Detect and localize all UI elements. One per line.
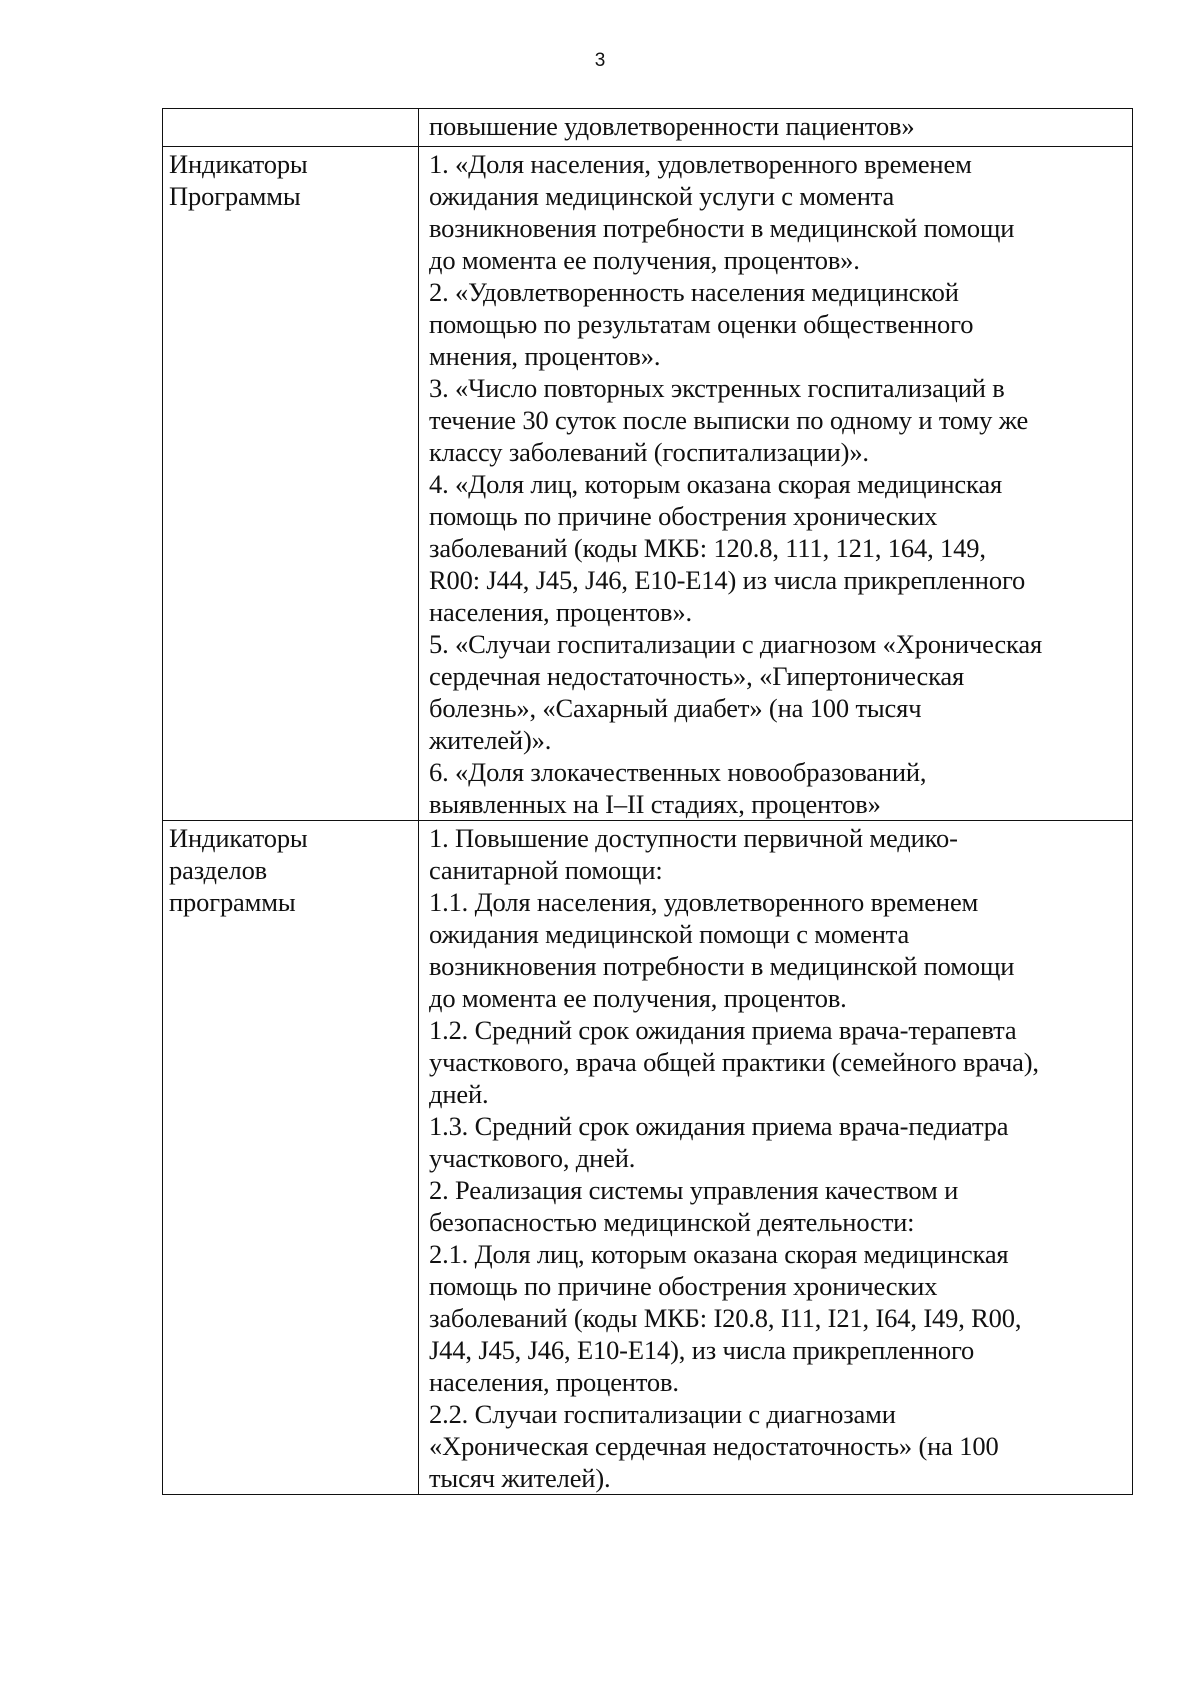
table-body xyxy=(163,109,1133,1495)
content-line: помощь по причине обострения хронических xyxy=(429,1271,938,1301)
row-content-cell xyxy=(419,109,1133,147)
row-label-line: Программы xyxy=(169,181,301,211)
content-line: 3. «Число повторных экстренных госпитализаций в xyxy=(429,373,1005,403)
content-line: 6. «Доля злокачественных новообразований, xyxy=(429,757,927,787)
content-line: 5. «Случаи госпитализации с диагнозом «Хроническая xyxy=(429,629,1042,659)
content-line: до момента ее получения, процентов». xyxy=(429,245,860,275)
content-line: санитарной помощи: xyxy=(429,855,663,885)
content-line: участкового, дней. xyxy=(429,1143,636,1173)
row-content-cell xyxy=(419,147,1133,821)
content-line: R00: J44, J45, J46, E10-E14) из числа прикрепленного xyxy=(429,565,1026,595)
content-line: болезнь», «Сахарный диабет» (на 100 тысяч xyxy=(429,693,922,723)
content-line: возникновения потребности в медицинской помощи xyxy=(429,213,1015,243)
row-label-cell xyxy=(163,147,419,821)
content-line: сердечная недостаточность», «Гипертоническая xyxy=(429,661,965,691)
content-line: заболеваний (коды МКБ: 120.8, 111, 121, 164, 149, xyxy=(429,533,986,563)
content-line: выявленных на I–II стадиях, процентов» xyxy=(429,789,881,819)
content-line: 4. «Доля лиц, которым оказана скорая медицинская xyxy=(429,469,1002,499)
content-line: течение 30 суток после выписки по одному и тому же xyxy=(429,405,1029,435)
content-line: 1.3. Средний срок ожидания приема врача-педиатра xyxy=(429,1111,1009,1141)
content-line: дней. xyxy=(429,1079,489,1109)
content-line: помощь по причине обострения хронических xyxy=(429,501,938,531)
content-line: возникновения потребности в медицинской помощи xyxy=(429,951,1015,981)
content-line: заболеваний (коды МКБ: I20.8, I11, I21, I64, I49, R00, xyxy=(429,1303,1022,1333)
row-label-line: программы xyxy=(169,887,296,917)
content-line: безопасностью медицинской деятельности: xyxy=(429,1207,915,1237)
content-line: 2.1. Доля лиц, которым оказана скорая медицинская xyxy=(429,1239,1009,1269)
content-line: населения, процентов. xyxy=(429,1367,679,1397)
content-line: классу заболеваний (госпитализации)». xyxy=(429,437,869,467)
table-row xyxy=(163,109,1133,147)
content-line: J44, J45, J46, E10-E14), из числа прикрепленного xyxy=(429,1335,975,1365)
content-line: 1.2. Средний срок ожидания приема врача-терапевта xyxy=(429,1015,1017,1045)
content-line: 2.2. Случаи госпитализации с диагнозами xyxy=(429,1399,896,1429)
content-line: ожидания медицинской услуги с момента xyxy=(429,181,895,211)
content-line: ожидания медицинской помощи с момента xyxy=(429,919,910,949)
row-label-cell xyxy=(163,821,419,1495)
content-line: жителей)». xyxy=(429,725,552,755)
program-passport-table xyxy=(162,108,1133,1495)
content-line: 1. Повышение доступности первичной медико- xyxy=(429,823,958,853)
content-line: 2. «Удовлетворенность населения медицинской xyxy=(429,277,959,307)
content-line: 2. Реализация системы управления качеством и xyxy=(429,1175,959,1205)
row-label-line: Индикаторы xyxy=(169,149,308,179)
row-label-cell xyxy=(163,109,419,147)
content-line: 1. «Доля населения, удовлетворенного временем xyxy=(429,149,972,179)
row-content-cell xyxy=(419,821,1133,1495)
row-label-line: разделов xyxy=(169,855,268,885)
content-line: населения, процентов». xyxy=(429,597,692,627)
content-line: тысяч жителей). xyxy=(429,1463,611,1493)
page-number: 3 xyxy=(594,50,606,71)
content-line: мнения, процентов». xyxy=(429,341,661,371)
content-line: участкового, врача общей практики (семейного врача), xyxy=(429,1047,1039,1077)
table-row xyxy=(163,147,1133,821)
content-line: «Хроническая сердечная недостаточность» (на 100 xyxy=(429,1431,999,1461)
content-line: 1.1. Доля населения, удовлетворенного временем xyxy=(429,887,979,917)
content-line: до момента ее получения, процентов. xyxy=(429,983,847,1013)
table-row xyxy=(163,821,1133,1495)
row-label-line: Индикаторы xyxy=(169,823,308,853)
content-line: повышение удовлетворенности пациентов» xyxy=(429,111,915,141)
content-line: помощью по результатам оценки общественного xyxy=(429,309,974,339)
